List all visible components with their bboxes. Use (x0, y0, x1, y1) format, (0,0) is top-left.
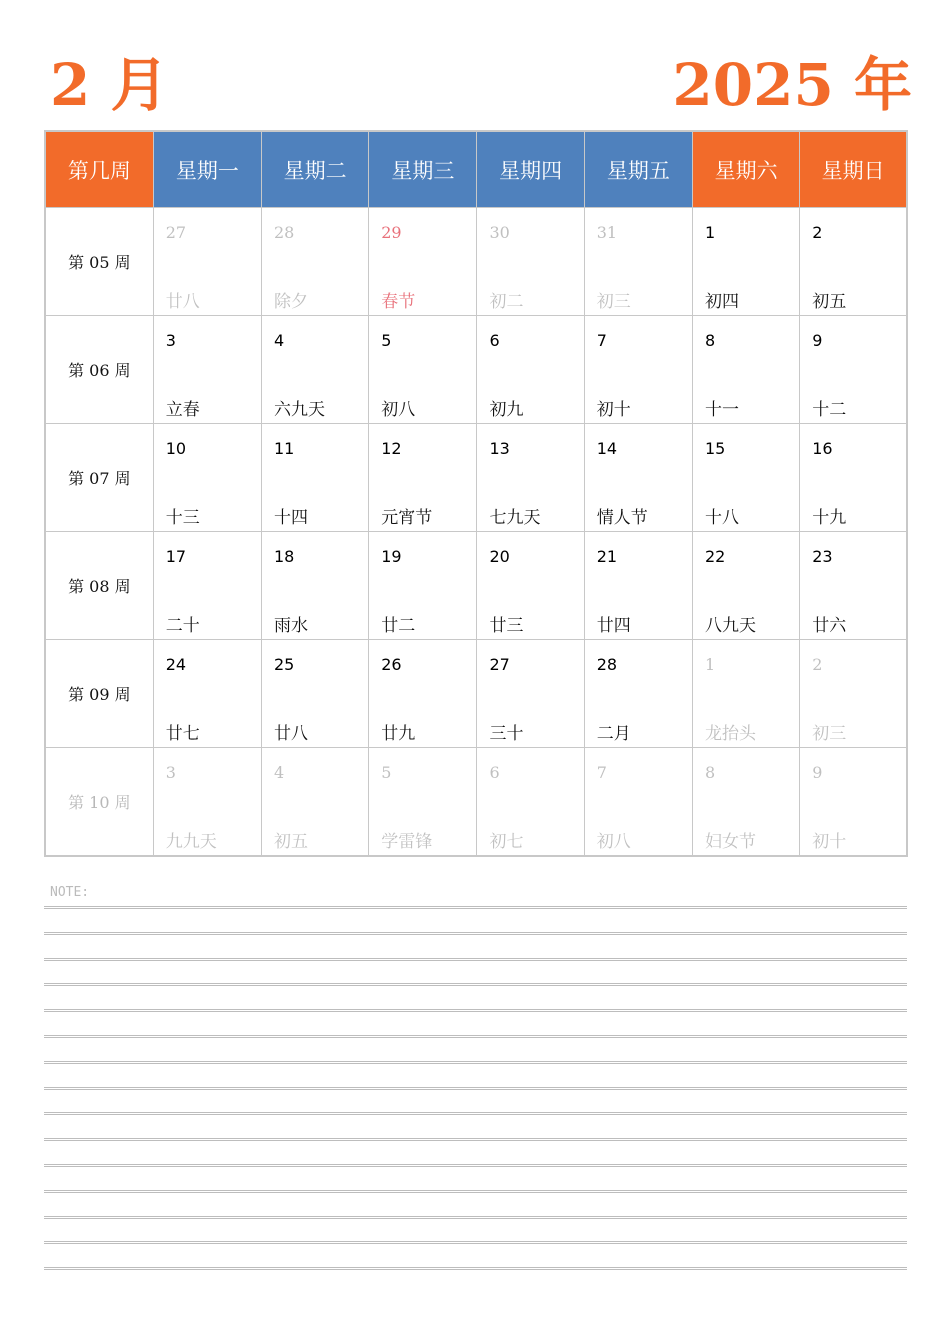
lunar-date: 廿三 (489, 616, 524, 636)
day-cell[interactable] (692, 208, 799, 316)
lunar-date: 初八 (596, 832, 631, 852)
note-line (44, 1009, 907, 1012)
day-cell[interactable] (800, 316, 907, 424)
note-line (44, 1035, 907, 1038)
lunar-date: 初十 (596, 400, 631, 420)
lunar-date: 立春 (165, 400, 200, 420)
day-number: 18 (274, 547, 295, 566)
lunar-date: 初十 (812, 832, 847, 852)
lunar-date: 二月 (596, 724, 631, 744)
day-number: 12 (381, 439, 402, 458)
header-friday: 星期五 (584, 131, 692, 208)
lunar-date: 妇女节 (704, 832, 756, 852)
day-number: 16 (812, 439, 833, 458)
lunar-date: 初八 (381, 400, 416, 420)
header-thursday: 星期四 (477, 131, 584, 208)
lunar-date: 初五 (274, 832, 308, 852)
header-week-number: 第几周 (45, 131, 153, 208)
day-number: 23 (812, 547, 833, 566)
day-number: 8 (704, 763, 716, 782)
lunar-date: 除夕 (274, 292, 308, 312)
lunar-date: 廿七 (165, 724, 200, 744)
lunar-date: 学雷锋 (381, 832, 433, 852)
header-saturday: 星期六 (692, 131, 799, 208)
day-cell[interactable] (584, 208, 692, 316)
day-number: 22 (704, 547, 726, 566)
day-number: 2 (812, 223, 823, 242)
day-cell[interactable] (692, 640, 799, 748)
day-cell[interactable] (800, 208, 907, 316)
lunar-date: 七九天 (489, 508, 541, 528)
lunar-date: 二十 (165, 616, 200, 636)
header-sunday: 星期日 (800, 131, 907, 208)
day-cell[interactable] (153, 532, 261, 640)
note-line (44, 906, 907, 909)
lunar-date: 廿六 (812, 616, 847, 636)
note-line (44, 1061, 907, 1064)
day-number: 9 (812, 331, 823, 350)
day-cell[interactable] (692, 316, 799, 424)
day-cell[interactable] (477, 748, 584, 857)
lunar-date: 十八 (704, 508, 739, 528)
day-number: 31 (596, 223, 618, 242)
day-cell[interactable] (153, 316, 261, 424)
week-row (45, 532, 907, 640)
note-line (44, 1138, 907, 1141)
day-cell[interactable] (153, 748, 261, 857)
note-line (44, 1267, 907, 1270)
lunar-date: 三十 (489, 724, 524, 744)
note-line (44, 1112, 907, 1115)
day-cell[interactable] (477, 532, 584, 640)
day-cell[interactable] (262, 316, 369, 424)
note-line (44, 1190, 907, 1193)
week-label: 第 10 周 (45, 748, 153, 857)
day-number: 30 (489, 223, 510, 242)
day-cell[interactable] (800, 532, 907, 640)
day-number: 26 (381, 655, 402, 674)
day-number: 14 (596, 439, 618, 458)
day-cell[interactable] (262, 424, 369, 532)
day-cell[interactable] (153, 640, 261, 748)
day-cell[interactable] (584, 640, 692, 748)
lunar-date: 初三 (596, 292, 631, 312)
day-cell[interactable] (369, 532, 477, 640)
day-cell[interactable] (477, 208, 584, 316)
day-cell[interactable] (477, 316, 584, 424)
day-number: 6 (489, 331, 500, 350)
header-tuesday: 星期二 (262, 131, 369, 208)
week-row (45, 748, 907, 857)
day-number: 28 (596, 655, 618, 674)
day-number: 29 (381, 223, 402, 242)
lunar-date: 八九天 (704, 616, 756, 636)
day-cell[interactable] (584, 532, 692, 640)
header-monday: 星期一 (153, 131, 261, 208)
lunar-date: 九九天 (165, 832, 217, 852)
day-number: 25 (274, 655, 295, 674)
day-number: 11 (274, 439, 295, 458)
day-cell[interactable] (369, 748, 477, 857)
day-number: 3 (165, 763, 176, 782)
lunar-date: 初九 (489, 400, 524, 420)
day-number: 13 (489, 439, 510, 458)
day-number: 7 (596, 763, 607, 782)
day-number: 6 (489, 763, 500, 782)
day-number: 24 (165, 655, 187, 674)
day-cell[interactable] (262, 748, 369, 857)
day-cell[interactable] (153, 424, 261, 532)
lunar-date: 情人节 (596, 508, 648, 528)
day-number: 5 (381, 763, 392, 782)
day-cell[interactable] (369, 424, 477, 532)
lunar-date: 初五 (812, 292, 847, 312)
note-line (44, 1216, 907, 1219)
day-number: 15 (704, 439, 726, 458)
lunar-date: 廿二 (381, 616, 416, 636)
day-number: 21 (596, 547, 618, 566)
day-number: 28 (274, 223, 295, 242)
week-row (45, 316, 907, 424)
lunar-date: 廿八 (165, 292, 200, 312)
day-number: 1 (704, 223, 716, 242)
day-cell[interactable] (584, 424, 692, 532)
note-line (44, 1087, 907, 1090)
note-line (44, 932, 907, 935)
lunar-date: 十九 (812, 508, 847, 528)
day-number: 9 (812, 763, 823, 782)
week-label: 第 05 周 (45, 208, 153, 316)
day-number: 20 (489, 547, 510, 566)
lunar-date: 初四 (704, 292, 739, 312)
day-number: 19 (381, 547, 402, 566)
day-cell[interactable] (800, 640, 907, 748)
day-number: 1 (704, 655, 716, 674)
note-line (44, 958, 907, 961)
day-number: 27 (489, 655, 510, 674)
note-label: NOTE: (50, 885, 90, 900)
week-row (45, 208, 907, 316)
header-row (45, 131, 907, 208)
day-number: 7 (596, 331, 607, 350)
day-cell[interactable] (369, 640, 477, 748)
day-cell[interactable] (477, 640, 584, 748)
day-cell[interactable] (800, 424, 907, 532)
day-cell[interactable] (262, 208, 369, 316)
day-number: 3 (165, 331, 176, 350)
day-number: 5 (381, 331, 392, 350)
week-row (45, 424, 907, 532)
day-cell[interactable] (584, 316, 692, 424)
lunar-date: 春节 (381, 292, 416, 312)
lunar-date: 廿八 (274, 724, 308, 744)
day-cell[interactable] (153, 208, 261, 316)
day-cell[interactable] (584, 748, 692, 857)
day-cell[interactable] (369, 316, 477, 424)
lunar-date: 六九天 (274, 400, 325, 420)
lunar-date: 初七 (489, 832, 524, 852)
day-number: 2 (812, 655, 823, 674)
day-cell[interactable] (692, 424, 799, 532)
week-label: 第 06 周 (45, 316, 153, 424)
day-cell[interactable] (262, 640, 369, 748)
day-number: 8 (704, 331, 716, 350)
lunar-date: 十三 (165, 508, 200, 528)
lunar-date: 十二 (812, 400, 847, 420)
day-cell[interactable] (262, 532, 369, 640)
calendar-table (44, 130, 908, 857)
lunar-date: 龙抬头 (704, 724, 756, 744)
note-line (44, 983, 907, 986)
day-number: 4 (274, 763, 285, 782)
lunar-date: 廿九 (381, 724, 416, 744)
month-title: 2 月 (50, 51, 169, 119)
lunar-date: 廿四 (596, 616, 631, 636)
year-title: 2025 年 (672, 51, 912, 119)
lunar-date: 十一 (704, 400, 739, 420)
header-wednesday: 星期三 (369, 131, 477, 208)
note-line (44, 1241, 907, 1244)
week-row (45, 640, 907, 748)
day-cell[interactable] (692, 532, 799, 640)
day-cell[interactable] (477, 424, 584, 532)
day-number: 4 (274, 331, 285, 350)
lunar-date: 元宵节 (381, 508, 433, 528)
week-label: 第 08 周 (45, 532, 153, 640)
day-cell[interactable] (800, 748, 907, 857)
lunar-date: 雨水 (274, 616, 308, 636)
day-number: 27 (165, 223, 187, 242)
note-line (44, 1164, 907, 1167)
day-number: 10 (165, 439, 187, 458)
week-label: 第 09 周 (45, 640, 153, 748)
day-cell[interactable] (369, 208, 477, 316)
day-number: 17 (165, 547, 187, 566)
lunar-date: 初三 (812, 724, 847, 744)
day-cell[interactable] (692, 748, 799, 857)
lunar-date: 十四 (274, 508, 308, 528)
lunar-date: 初二 (489, 292, 524, 312)
week-label: 第 07 周 (45, 424, 153, 532)
